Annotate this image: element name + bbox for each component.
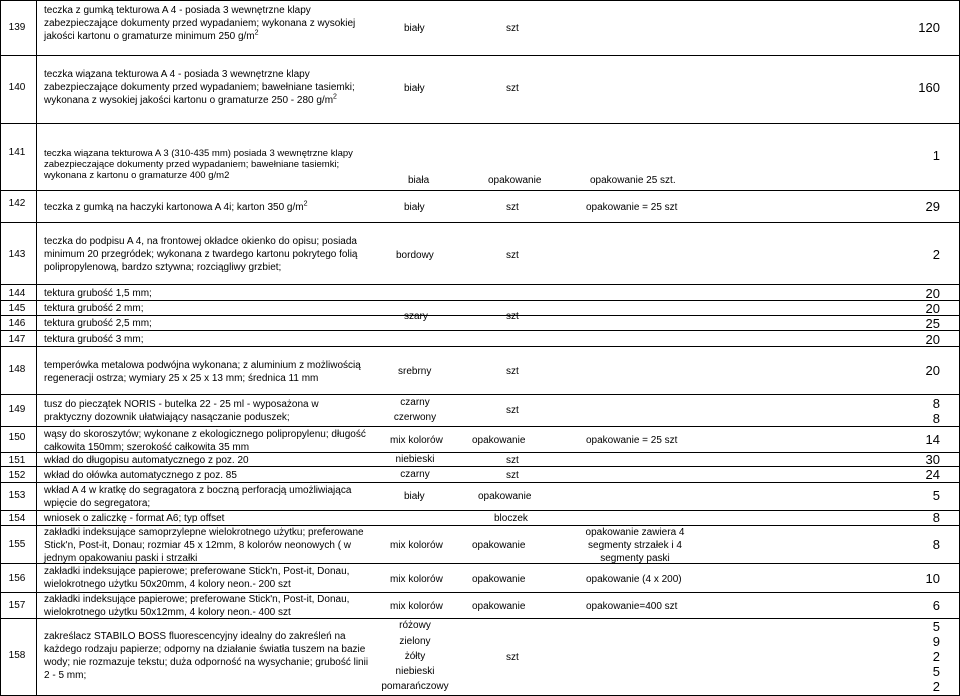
row-quantity: 20 — [925, 332, 940, 347]
row-pack: opakowanie = 25 szt — [586, 435, 678, 446]
row-color: biały — [404, 491, 425, 502]
row-quantity: 2 — [932, 649, 940, 664]
grid-line — [0, 315, 960, 316]
row-description: wkład A 4 w kratkę do segragatora z boczną perforacją umożliwiająca wpięcie do segregatora; — [44, 485, 352, 509]
row-quantity: 5 — [932, 664, 940, 679]
row-description: wąsy do skoroszytów; wykonane z ekologicznego polipropylenu; długość całkowita 150mm; szerokość całkowita 35 mm — [44, 429, 366, 453]
row-unit: opakowanie — [472, 574, 526, 585]
row-number: 157 — [8, 600, 26, 611]
row-unit: szt — [506, 470, 519, 481]
row-number: 154 — [8, 513, 26, 524]
row-number: 140 — [8, 82, 26, 93]
row-unit: szt — [506, 652, 519, 663]
row-description: teczka wiązana tekturowa A 4 - posiada 3 wewnętrzne klapy zabezpieczające dokumenty przed wypadaniem; bawełniane tasiemki; wykonana z wysokiej jakości kartonu o gramaturze 250 - 280 $g/m^2$ — [44, 69, 355, 106]
row-description: wkład do ołówka automatycznego z poz. 85 — [44, 470, 237, 481]
row-quantity: 5 — [932, 488, 940, 503]
row-quantity: 10 — [925, 571, 940, 586]
row-number: 151 — [8, 455, 26, 466]
row-number: 145 — [8, 303, 26, 314]
row-description: tusz do pieczątek NORIS - butelka 22 - 25 ml - wyposażona w praktyczny dozownik ułatwiający nasączanie poduszek; — [44, 399, 319, 423]
row-quantity: 30 — [925, 452, 940, 467]
row-pack: opakowanie zawiera 4 segmenty strzałek i 4 segmenty paski — [585, 527, 685, 564]
row-number: 149 — [8, 404, 26, 415]
row-quantity: 5 — [932, 619, 940, 634]
row-pack: opakowanie (4 x 200) — [586, 574, 682, 585]
grid-line — [0, 426, 960, 427]
row-description: teczka z gumką tekturowa A 4 - posiada 3 wewnętrzne klapy zabezpieczające dokumenty przed wypadaniem; wykonana z wysokiej jakości kartonu o gramaturze minimum 250 $g/m^2$ — [44, 5, 356, 42]
row-color: mix kolorów — [390, 540, 443, 551]
row-unit: bloczek — [494, 513, 528, 524]
row-number: 148 — [8, 364, 26, 375]
row-color: różowy — [399, 620, 431, 631]
row-quantity: 14 — [925, 432, 940, 447]
row-description: wkład do długopisu automatycznego z poz. 20 — [44, 455, 249, 466]
row-quantity: 20 — [925, 301, 940, 316]
grid-line — [0, 222, 960, 223]
row-description: zakładki indeksujące samoprzylepne wielokrotnego użytku; preferowane Stick'n, Post-it, Donau; rozmiar 45 x 12mm, 8 kolorów neonowych ( w jednym opakowaniu paski i strzałki — [44, 527, 364, 564]
grid-line — [0, 123, 960, 124]
row-quantity: 8 — [932, 510, 940, 525]
grid-line — [0, 330, 960, 331]
row-number: 147 — [8, 334, 26, 345]
row-number: 144 — [8, 288, 26, 299]
row-quantity: 29 — [925, 199, 940, 214]
row-description: temperówka metalowa podwójna wykonana; z aluminium z możliwością regeneracji ostrza; wymiary 25 x 25 x 13 mm; średnica 11 mm — [44, 360, 361, 384]
row-unit: opakowanie — [472, 601, 526, 612]
row-unit: opakowanie — [478, 491, 532, 502]
row-color: biała — [408, 175, 430, 186]
row-pack: opakowanie = 25 szt — [586, 202, 678, 213]
row-color: czarny — [400, 397, 430, 408]
row-description: zakreślacz STABILO BOSS fluorescencyjny idealny do zakreśleń na każdego rodzaju papierze; odporny na działanie światła tuszem na bazie wody; nie rozmazuje tekstu; duża odporność na wysychanie; grubość linii 2 - 5 mm; — [44, 631, 369, 681]
row-number: 141 — [8, 147, 26, 158]
grid-line — [0, 0, 960, 1]
row-unit: opakowanie — [472, 540, 526, 551]
row-color: mix kolorów — [390, 574, 443, 585]
row-quantity: 20 — [925, 363, 940, 378]
grid-line — [0, 55, 960, 56]
row-color: czerwony — [393, 412, 437, 423]
row-quantity: 25 — [925, 316, 940, 331]
row-number: 152 — [8, 470, 26, 481]
row-number: 158 — [8, 650, 26, 661]
row-unit: szt — [506, 23, 519, 34]
row-quantity: 120 — [918, 20, 940, 35]
row-color: biały — [404, 23, 425, 34]
row-quantity: 20 — [925, 286, 940, 301]
row-number: 150 — [8, 432, 26, 443]
row-unit: opakowanie — [488, 175, 542, 186]
row-quantity: 8 — [932, 396, 940, 411]
row-unit: szt — [506, 366, 519, 377]
row-color: czarny — [400, 469, 430, 480]
row-quantity: 8 — [932, 537, 940, 552]
row-description: teczka do podpisu A 4, na frontowej okładce okienko do opisu; posiada minimum 20 przegródek; wykonana z twardego kartonu pokrytego folią polipropylenową, bardzo sztywna; rozciągliwy grzbiet; — [44, 236, 358, 273]
grid-line — [0, 510, 960, 511]
row-quantity: 160 — [918, 80, 940, 95]
row-quantity: 8 — [932, 411, 940, 426]
row-color: niebieski — [395, 666, 435, 677]
row-quantity: 9 — [932, 634, 940, 649]
row-description: teczka z gumką na haczyki kartonowa A 4i; karton 350 $g/m^2$ — [44, 200, 308, 213]
row-description: tektura grubość 1,5 mm; — [44, 288, 152, 299]
row-unit: szt — [506, 250, 519, 261]
row-color: mix kolorów — [390, 601, 443, 612]
row-quantity: 2 — [932, 679, 940, 694]
row-description: teczka wiązana tekturowa A 3 (310-435 mm) posiada 3 wewnętrzne klapy zabezpieczające dokumenty przed wypadaniem; bawełniane tasiemki; wykonana z kartonu o gramaturze 400 g/m2 — [44, 148, 353, 181]
row-number: 143 — [8, 249, 26, 260]
grid-line — [0, 482, 960, 483]
row-color: mix kolorów — [390, 435, 443, 446]
row-number: 153 — [8, 490, 26, 501]
row-description: wniosek o zaliczkę - format A6; typ offset — [44, 513, 225, 524]
row-description: zakładki indeksujące papierowe; preferowane Stick'n, Post-it, Donau, wielokrotnego użytku 50x12mm, 4 kolory neon.- 400 szt — [44, 594, 350, 618]
row-color: żółty — [404, 651, 426, 662]
row-number: 142 — [8, 198, 26, 209]
row-pack: opakowanie 25 szt. — [590, 175, 676, 186]
grid-line — [0, 190, 960, 191]
grid-line — [0, 346, 960, 347]
row-unit: szt — [506, 405, 519, 416]
row-unit: szt — [506, 202, 519, 213]
row-quantity: 1 — [932, 148, 940, 163]
row-unit: szt — [506, 455, 519, 466]
row-color: biały — [404, 83, 425, 94]
grid-line — [0, 300, 960, 301]
row-unit: szt — [506, 83, 519, 94]
row-number: 156 — [8, 573, 26, 584]
grid-line — [0, 394, 960, 395]
row-quantity: 24 — [925, 467, 940, 482]
row-color: zielony — [399, 636, 431, 647]
row-unit: opakowanie — [472, 435, 526, 446]
row-description: zakładki indeksujące papierowe; preferowane Stick'n, Post-it, Donau, wielokrotnego użytku 50x20mm, 4 kolory neon.- 200 szt — [44, 566, 350, 590]
row-quantity: 6 — [932, 598, 940, 613]
row-pack: opakowanie=400 szt — [586, 601, 678, 612]
row-color: bordowy — [396, 250, 434, 261]
row-color: biały — [404, 202, 425, 213]
row-number: 155 — [8, 539, 26, 550]
row-description: tektura grubość 2 mm; — [44, 303, 144, 314]
row-color: szary — [404, 311, 428, 322]
row-description: tektura grubość 2,5 mm; — [44, 318, 152, 329]
row-unit: szt — [506, 311, 519, 322]
grid-line — [0, 284, 960, 285]
row-color: srebrny — [398, 366, 432, 377]
row-number: 139 — [8, 22, 26, 33]
row-color: niebieski — [395, 454, 435, 465]
row-description: tektura grubość 3 mm; — [44, 334, 144, 345]
row-color: pomarańczowy — [381, 681, 449, 692]
row-quantity: 2 — [932, 247, 940, 262]
row-number: 146 — [8, 318, 26, 329]
